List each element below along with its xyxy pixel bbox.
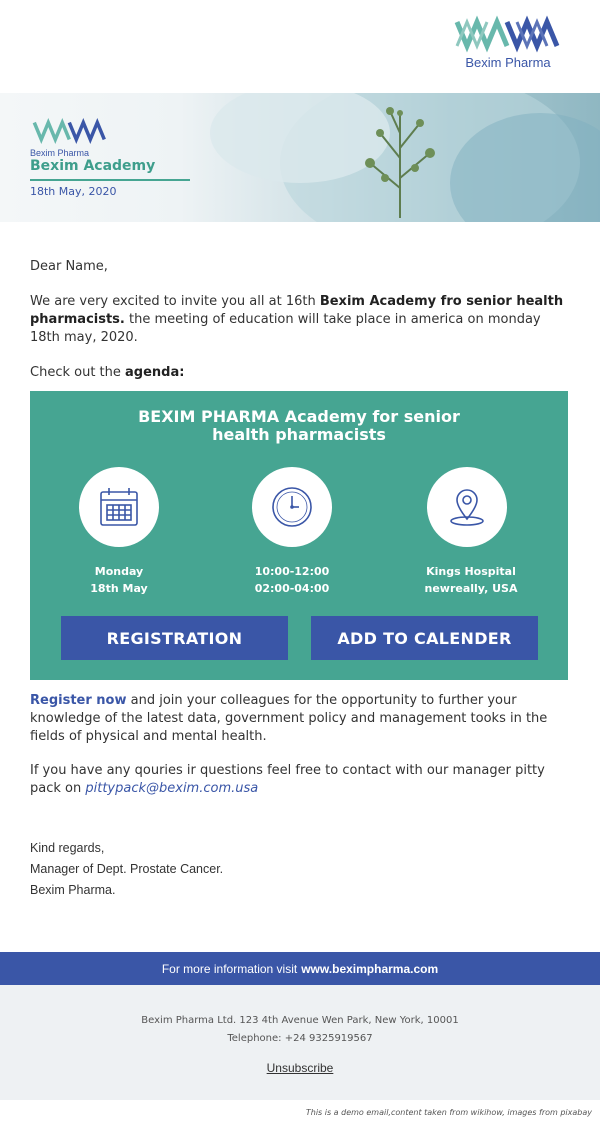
header-logo[interactable] [452, 14, 564, 70]
signature [30, 838, 223, 901]
hero-logo [30, 117, 110, 158]
hero-date: 18th May, 2020 [30, 185, 117, 198]
agenda-place [401, 563, 541, 597]
contact-text: If you have any qouries ir questions feel free to contact with our manager pitty pack on [30, 763, 545, 796]
register-paragraph-text: and join your colleagues for the opportunity to further your knowledge of the latest data, government policy and management tooks in the fields of physical and mental health. [30, 693, 548, 744]
intro-section [30, 258, 570, 399]
agenda-place-line1: Kings Hospital [426, 565, 516, 578]
footer-telephone: Telephone: +24 9325919567 [227, 1033, 373, 1044]
location-pin-icon [445, 485, 489, 529]
signature-line1: Kind regards, [30, 841, 105, 855]
agenda-title [30, 408, 568, 444]
intro-text-b: the meeting of education will take place in america on monday 18th may, 2020. [30, 312, 541, 345]
agenda-lead-bold: agenda: [125, 365, 185, 380]
registration-button[interactable]: REGISTRATION [61, 616, 288, 660]
contact-paragraph [30, 762, 570, 798]
hero-banner [0, 93, 600, 222]
clock-circle [252, 467, 332, 547]
agenda-date-line1: Monday [94, 565, 144, 578]
hero-brand-name: Bexim Pharma [30, 148, 90, 158]
footer-address: Bexim Pharma Ltd. 123 4th Avenue Wen Park, New York, 10001 [141, 1015, 459, 1026]
signature-line3: Bexim Pharma. [30, 883, 116, 897]
location-circle [427, 467, 507, 547]
greeting: Dear Name, [30, 259, 108, 274]
intro-paragraph [30, 293, 570, 347]
agenda-date-line2: 18th May [90, 582, 148, 595]
hero-title: Bexim Academy [30, 158, 156, 174]
hero-divider [30, 179, 190, 181]
website-link[interactable]: www.beximpharma.com [301, 961, 439, 976]
register-now-link[interactable]: Register now [30, 693, 127, 708]
agenda-title-line1: BEXIM PHARMA Academy for senior [138, 407, 460, 426]
clock-icon [271, 486, 313, 528]
calendar-icon [99, 487, 139, 527]
intro-text-a: We are very excited to invite you all at 16th [30, 294, 320, 309]
dna-logo-icon [453, 14, 563, 54]
intro-text-bold: Bexim Academy fro senior health pharmacists. [30, 294, 564, 327]
unsubscribe-link[interactable]: Unsubscribe [266, 1061, 334, 1075]
body-section [30, 692, 570, 814]
agenda-time-line2: 02:00-04:00 [254, 582, 330, 595]
info-bar [0, 952, 600, 985]
dna-logo-icon [30, 117, 110, 145]
agenda-box [30, 391, 568, 680]
add-to-calendar-button[interactable]: ADD TO CALENDER [311, 616, 538, 660]
register-paragraph [30, 692, 570, 746]
header-brand-name: Bexim Pharma [465, 55, 551, 70]
agenda-title-line2: health pharmacists [212, 425, 386, 444]
calendar-circle [79, 467, 159, 547]
agenda-time-line1: 10:00-12:00 [254, 565, 330, 578]
agenda-date [49, 563, 189, 597]
signature-line2: Manager of Dept. Prostate Cancer. [30, 862, 224, 876]
contact-email-link[interactable]: pittypack@bexim.com.usa [85, 781, 259, 796]
demo-note: This is a demo email,content taken from wikihow, images from pixabay [305, 1108, 592, 1117]
footer [0, 985, 600, 1100]
info-bar-text: For more information visit [161, 961, 298, 976]
agenda-lead [30, 364, 570, 382]
agenda-lead-text: Check out the [30, 365, 126, 380]
agenda-place-line2: newreally, USA [424, 582, 518, 595]
agenda-time [222, 563, 362, 597]
